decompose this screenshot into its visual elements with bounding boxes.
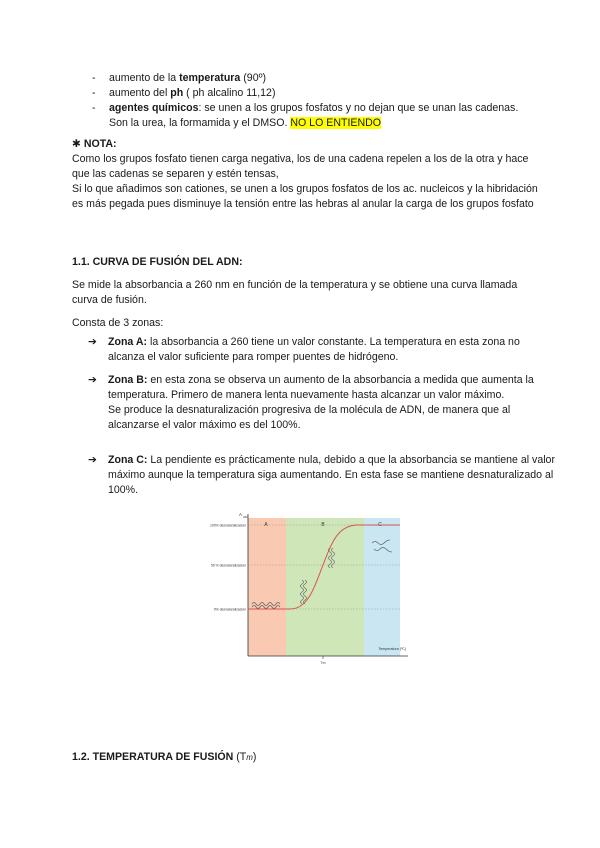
list-text: aumento de la — [109, 72, 180, 84]
zone-b-band — [286, 518, 364, 656]
tm-tick-label: Tm — [320, 661, 326, 665]
zone-text: en esta zona se observa un aumento de la absorbancia a medida que aumenta la temperatura. Primero de manera lenta nuevamente hasta alcanzar un valor máximo. — [108, 374, 534, 401]
arrow-icon: ➔ — [88, 374, 97, 386]
list-text: (90º) — [240, 72, 266, 84]
list-bold: temperatura — [179, 72, 241, 84]
note-line: Como los grupos fosfato tienen carga negativa, los de una cadena repelen a los de la otra y hace que las cadenas se separen y estén tensas, — [72, 153, 529, 180]
label-0-percent: 0% desnaturalización — [213, 607, 246, 612]
zone-a-band — [248, 518, 286, 656]
zone-label: Zona C: — [108, 454, 148, 466]
zone-item — [88, 453, 558, 498]
heading-subscript: m — [246, 753, 253, 762]
x-axis-label: Temperatura (ºC) — [378, 647, 406, 651]
label-100-percent: 100% desnaturalización — [209, 523, 246, 528]
zone-label: Zona B: — [108, 374, 148, 386]
factors-list — [92, 71, 532, 131]
section-heading — [72, 751, 256, 763]
zone-label: Zona A: — [108, 336, 148, 348]
label-50-percent: 50 % desnaturalización — [210, 563, 246, 568]
zone-a-label: A — [264, 522, 268, 528]
zone-c-label: C — [378, 522, 382, 528]
y-axis-label: A — [239, 512, 243, 517]
dash-bullet: - — [92, 102, 96, 114]
highlighted-text: NO LO ENTIENDO — [290, 117, 381, 129]
zone-item — [88, 373, 558, 433]
note-title: ✱ NOTA: — [72, 138, 117, 150]
zone-b-label: B — [321, 522, 325, 528]
zone-text: La pendiente es prácticamente nula, debido a que la absorbancia se mantiene al valor máximo aunque la temperatura siga aumentando. En esta fase se mantiene desnaturalizado al 100%. — [108, 454, 555, 496]
paragraph: Consta de 3 zonas: — [72, 317, 164, 329]
section-heading-text: 1.2. TEMPERATURA DE FUSIÓN — [72, 751, 234, 763]
dash-bullet: - — [92, 87, 96, 99]
list-text: ( ph alcalino 11,12) — [183, 87, 276, 99]
y-axis-sublabel: 260 — [243, 515, 249, 519]
zone-text: la absorbancia a 260 tiene un valor constante. La temperatura en esta zona no alcanza el valor suficiente para romper puentes de hidrógeno. — [108, 336, 520, 363]
note-block — [72, 137, 542, 212]
list-item — [92, 71, 532, 86]
list-text: aumento del — [109, 87, 171, 99]
paragraph: Se mide la absorbancia a 260 nm en función de la temperatura y se obtiene una curva llamada curva de fusión. — [72, 279, 518, 306]
list-item — [92, 86, 532, 101]
arrow-icon: ➔ — [88, 336, 97, 348]
dash-bullet: - — [92, 72, 96, 84]
section-heading: 1.1. CURVA DE FUSIÓN DEL ADN: — [72, 256, 243, 268]
zone-c-band — [364, 518, 400, 656]
melting-curve-figure — [190, 508, 420, 670]
heading-close: ) — [252, 751, 257, 763]
note-line: Si lo que añadimos son cationes, se unen a los grupos fosfatos de los ac. nucleicos y la hibridación es más pegada pues disminuye la tensión entre las hebras al anular la carga de los grupos fosfato — [72, 183, 538, 210]
list-text: : se unen a los grupos fosfatos y no dejan que se unan las cadenas. Son la urea, la formamida y el DMSO. — [109, 102, 519, 129]
heading-suffix: (T — [233, 751, 247, 763]
list-bold: ph — [170, 87, 184, 99]
zone-text: Se produce la desnaturalización progresiva de la molécula de ADN, de manera que al alcanzarse el valor máximo es del 100%. — [108, 404, 511, 431]
arrow-icon: ➔ — [88, 454, 97, 466]
zone-item — [88, 335, 558, 365]
list-item — [92, 101, 532, 131]
list-bold: agentes químicos — [109, 102, 199, 114]
